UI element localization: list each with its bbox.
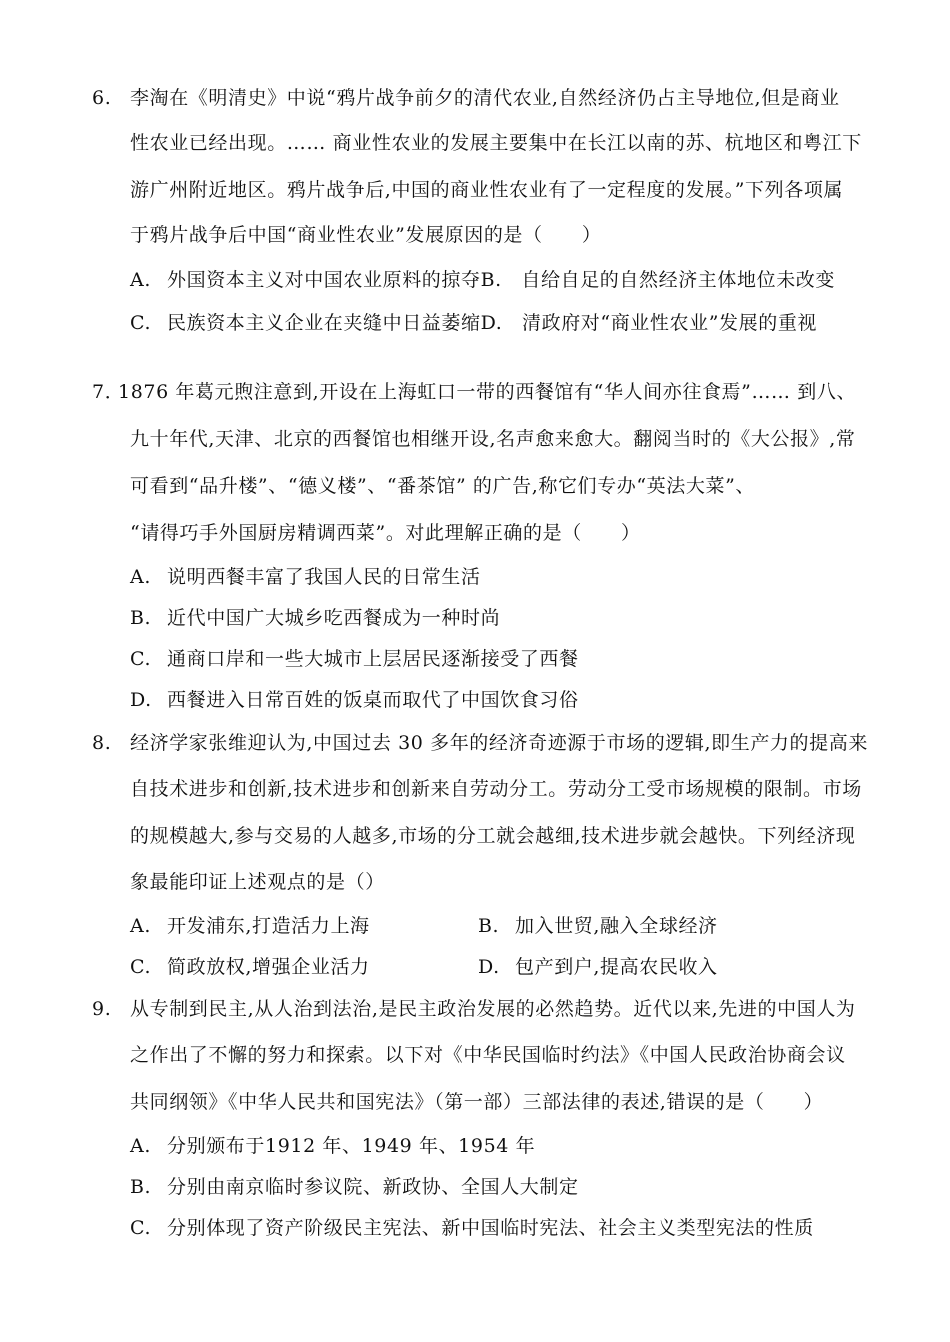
question-text-line: 之作出了不懈的努力和探索。以下对《中华民国临时约法》《中国人民政治协商会议 bbox=[130, 1044, 846, 1066]
question-number: 6. bbox=[92, 87, 112, 109]
question-text-line: 可看到“品升楼”、“德义楼”、“番茶馆” 的广告,称它们专办“英法大菜”、 bbox=[130, 475, 755, 497]
option-label: D. bbox=[478, 956, 500, 978]
option-label: B. bbox=[130, 1176, 152, 1198]
option-label: C. bbox=[130, 1217, 152, 1239]
option-label: B. bbox=[130, 607, 152, 629]
option-label: B. bbox=[478, 915, 500, 937]
option-label: C. bbox=[130, 956, 152, 978]
question-number: 9. bbox=[92, 998, 112, 1020]
question-text-line: 李淘在《明清史》中说“鸦片战争前夕的清代农业,自然经济仍占主导地位,但是商业 bbox=[130, 87, 840, 109]
option-text: 分别体现了资产阶级民主宪法、新中国临时宪法、社会主义类型宪法的性质 bbox=[167, 1217, 814, 1239]
option-text: 加入世贸,融入全球经济 bbox=[515, 915, 718, 937]
option-label: C. bbox=[130, 648, 152, 670]
option-text: 外国资本主义对中国农业原料的掠夺B. 自给自足的自然经济主体地位未改变 bbox=[167, 269, 836, 291]
option-label: D. bbox=[130, 689, 152, 711]
option-label: C. bbox=[130, 312, 152, 334]
question-text-line: 九十年代,天津、北京的西餐馆也相继开设,名声愈来愈大。翻阅当时的《大公报》,常 bbox=[130, 428, 856, 450]
option-text: 分别颁布于1912 年、1949 年、1954 年 bbox=[167, 1135, 536, 1157]
option-label: A. bbox=[130, 1135, 151, 1157]
option-text: 分别由南京临时参议院、新政协、全国人大制定 bbox=[167, 1176, 579, 1198]
question-text-line: 于鸦片战争后中国“商业性农业”发展原因的是（ ） bbox=[130, 224, 602, 246]
question-text-line: 自技术进步和创新,技术进步和创新来自劳动分工。劳动分工受市场规模的限制。市场 bbox=[130, 778, 862, 800]
option-text: 西餐进入日常百姓的饭桌而取代了中国饮食习俗 bbox=[167, 689, 579, 711]
question-text-line: 性农业已经出现。…… 商业性农业的发展主要集中在长江以南的苏、杭地区和粤江下 bbox=[130, 132, 862, 154]
option-text: 通商口岸和一些大城市上层居民逐渐接受了西餐 bbox=[167, 648, 579, 670]
question-text-line: 共同纲领》《中华人民共和国宪法》（第一部）三部法律的表述,错误的是（ ） bbox=[130, 1091, 824, 1113]
question-number: 8. bbox=[92, 732, 112, 754]
option-label: A. bbox=[130, 269, 151, 291]
option-text: 近代中国广大城乡吃西餐成为一种时尚 bbox=[167, 607, 501, 629]
question-text-line: 经济学家张维迎认为,中国过去 30 多年的经济奇迹源于市场的逻辑,即生产力的提高来 bbox=[130, 732, 868, 754]
option-text: 说明西餐丰富了我国人民的日常生活 bbox=[167, 566, 481, 588]
question-text-line: 的规模越大,参与交易的人越多,市场的分工就会越细,技术进步就会越快。下列经济现 bbox=[130, 825, 856, 847]
option-label: A. bbox=[130, 915, 151, 937]
option-text: 开发浦东,打造活力上海 bbox=[167, 915, 370, 937]
option-text: 包产到户,提高农民收入 bbox=[515, 956, 718, 978]
option-text: 简政放权,增强企业活力 bbox=[167, 956, 370, 978]
question-text-line: 游广州附近地区。鸦片战争后,中国的商业性农业有了一定程度的发展。”下列各项属 bbox=[130, 179, 844, 201]
question-text-line: 从专制到民主,从人治到法治,是民主政治发展的必然趋势。近代以来,先进的中国人为 bbox=[130, 998, 856, 1020]
option-label: A. bbox=[130, 566, 151, 588]
question-text-line: 象最能印证上述观点的是（） bbox=[130, 871, 385, 893]
question-text-line: 1876 年葛元煦注意到,开设在上海虹口一带的西餐馆有“华人间亦往食焉”…… 到八、 bbox=[118, 381, 857, 403]
question-text-line: “请得巧手外国厨房精调西菜”。对此理解正确的是（ ） bbox=[130, 522, 641, 544]
question-number: 7． bbox=[92, 381, 125, 403]
option-text: 民族资本主义企业在夹缝中日益萎缩D. 清政府对“商业性农业”发展的重视 bbox=[167, 312, 818, 334]
